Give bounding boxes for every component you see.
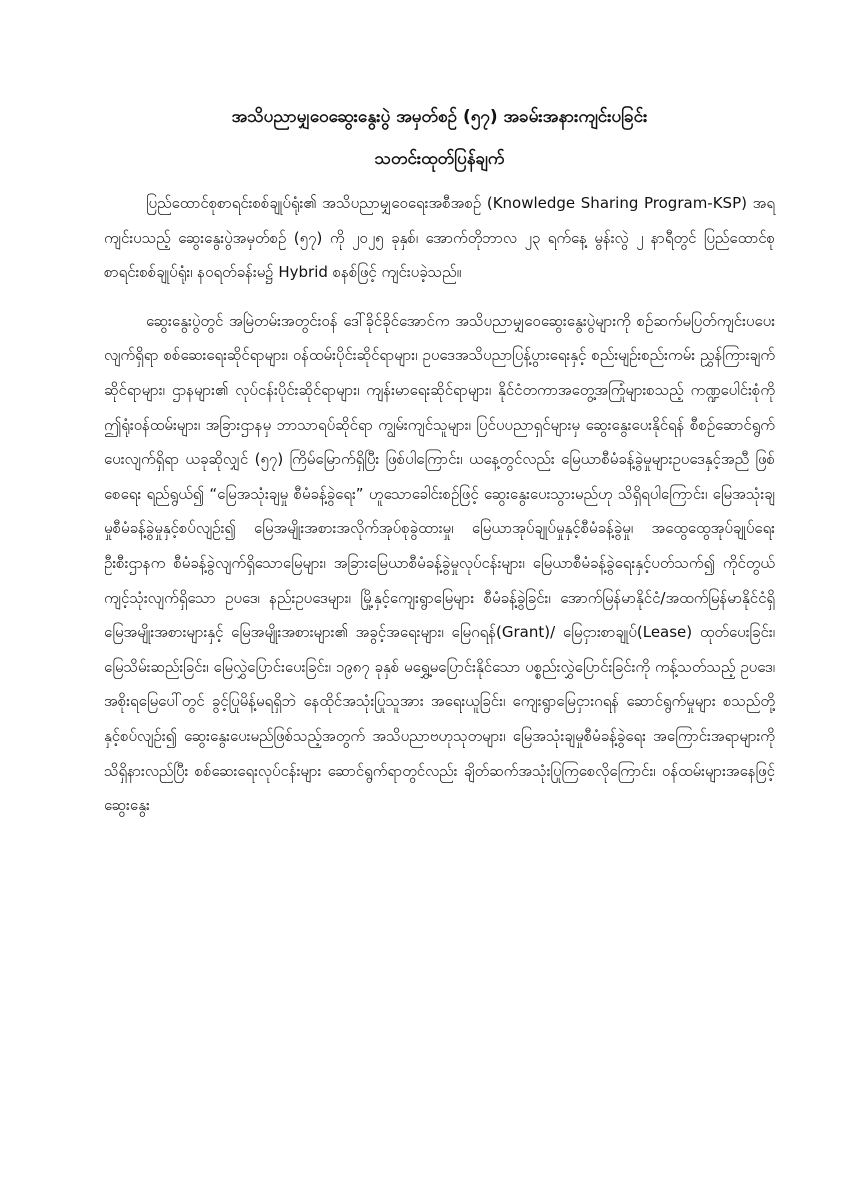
paragraph: ပြည်ထောင်စုစာရင်းစစ်ချုပ်ရုံး၏ အသိပညာမျှဝေရေးအစီအစဉ် (Knowledge Sharing Program-KSP) အရ ကျင်းပသည့် ဆွေးနွေးပွဲအမှတ်စဉ် (၅၇) ကို ၂၀၂၅ ခုနှစ်၊ အောက်တိုဘာလ ၂၃ ရက်နေ့ မွန်းလွဲ ၂ နာရီတွင် ပြည်ထောင်စုစာရင်းစစ်ချုပ်ရုံး၊ နဝရတ်ခန်းမ၌ Hybrid စနစ်ဖြင့် ကျင်းပခဲ့သည်။ — [104, 194, 775, 282]
paragraph: ဆွေးနွေးပွဲတွင် အမြဲတမ်းအတွင်းဝန် ဒေါ်ခိုင်ခိုင်အောင်က အသိပညာမျှဝေဆွေးနွေးပွဲများကို စဉ်ဆက်မပြတ်ကျင်းပပေးလျက်ရှိရာ စစ်ဆေးရေးဆိုင်ရာများ၊ ဝန်ထမ်းပိုင်းဆိုင်ရာများ၊ ဥပဒေအသိပညာပြန့်ပွားရေးနှင့် စည်းမျဉ်းစည်းကမ်း ညွှန်ကြားချက်ဆိုင်ရာများ၊ ဌာနများ၏ လုပ်ငန်းပိုင်းဆိုင်ရာများ၊ ကျန်းမာရေးဆိုင်ရာများ၊ နိုင်ငံတကာအတွေ့အကြုံများစသည့် ကဏ္ဍပေါင်းစုံကို ဤရုံးဝန်ထမ်းများ၊ အခြားဌာနမှ ဘာသာရပ်ဆိုင်ရာ ကျွမ်းကျင်သူများ၊ ပြင်ပပညာရှင်များမှ ဆွေးနွေးပေးနိုင်ရန် စီစဉ်ဆောင်ရွက်ပေးလျက်ရှိရာ ယခုဆိုလျှင် (၅၇) ကြိမ်မြောက်ရှိပြီး ဖြစ်ပါကြောင်း၊ ယနေ့တွင်လည်း မြေယာစီမံခန့်ခွဲမှုများဥပဒေနှင့်အညီ ဖြစ်စေရေး ရည်ရွယ်၍ “မြေအသုံးချမှု စီမံခန့်ခွဲရေး” ဟူသောခေါင်းစဉ်ဖြင့် ဆွေးနွေးပေးသွားမည်ဟု သိရှိရပါကြောင်း၊ မြေအသုံးချမှုစီမံခန့်ခွဲမှုနှင့်စပ်လျဉ်း၍ မြေအမျိုးအစားအလိုက်အုပ်စုခွဲထားမှု၊ မြေယာအုပ်ချုပ်မှုနှင့်စီမံခန့်ခွဲမှု၊ အထွေထွေအုပ်ချုပ်ရေးဦးစီးဌာနက စီမံခန့်ခွဲလျက်ရှိသောမြေများ၊ အခြားမြေယာစီမံခန့်ခွဲမှုလုပ်ငန်းများ၊ မြေယာစီမံခန့်ခွဲရေးနှင့်ပတ်သက်၍ ကိုင်တွယ်ကျင့်သုံးလျက်ရှိသော ဥပဒေ၊ နည်းဥပဒေများ၊ မြို့နှင့်ကျေးရွာမြေများ စီမံခန့်ခွဲခြင်း၊ အောက်မြန်မာနိုင်ငံ/အထက်မြန်မာနိုင်ငံရှိ မြေအမျိုးအစားများနှင့် မြေအမျိုးအစားများ၏ အခွင့်အရေးများ၊ မြေဂရန်(Grant)/ မြေငှားစာချုပ်(Lease) ထုတ်ပေးခြင်း၊ မြေသိမ်းဆည်းခြင်း၊ မြေလွှဲပြောင်းပေးခြင်း၊ ၁၉၈၇ ခုနှစ် မရွှေ့မပြောင်းနိုင်သော ပစ္စည်းလွှဲပြောင်းခြင်းကို ကန့်သတ်သည့် ဥပဒေ၊ အစိုးရမြေပေါ်တွင် ခွင့်ပြုမိန့်မရရှိဘဲ နေထိုင်အသုံးပြုသူအား အရေးယူခြင်း၊ ကျေးရွာမြေငှားဂရန် ဆောင်ရွက်မှုများ စသည်တို့နှင့်စပ်လျဉ်း၍ ဆွေးနွေးပေးမည်ဖြစ်သည့်အတွက် အသိပညာဗဟုသုတများ၊ မြေအသုံးချမှုစီမံခန့်ခွဲရေး အကြောင်းအရာများကို သိရှိနားလည်ပြီး စစ်ဆေးရေးလုပ်ငန်းများ ဆောင်ရွက်ရာတွင်လည်း ချိတ်ဆက်အသုံးပြုကြစေလိုကြောင်း၊ ဝန်ထမ်းများအနေဖြင့် ဆွေးနွေး — [104, 311, 775, 815]
document-body — [104, 186, 775, 823]
document-title: အသိပညာမျှဝေဆွေးနွေးပွဲ အမှတ်စဉ် (၅၇) အခမ်းအနားကျင်းပခြင်း — [231, 107, 648, 127]
document-subtitle: သတင်းထုတ်ပြန်ချက် — [374, 149, 505, 169]
